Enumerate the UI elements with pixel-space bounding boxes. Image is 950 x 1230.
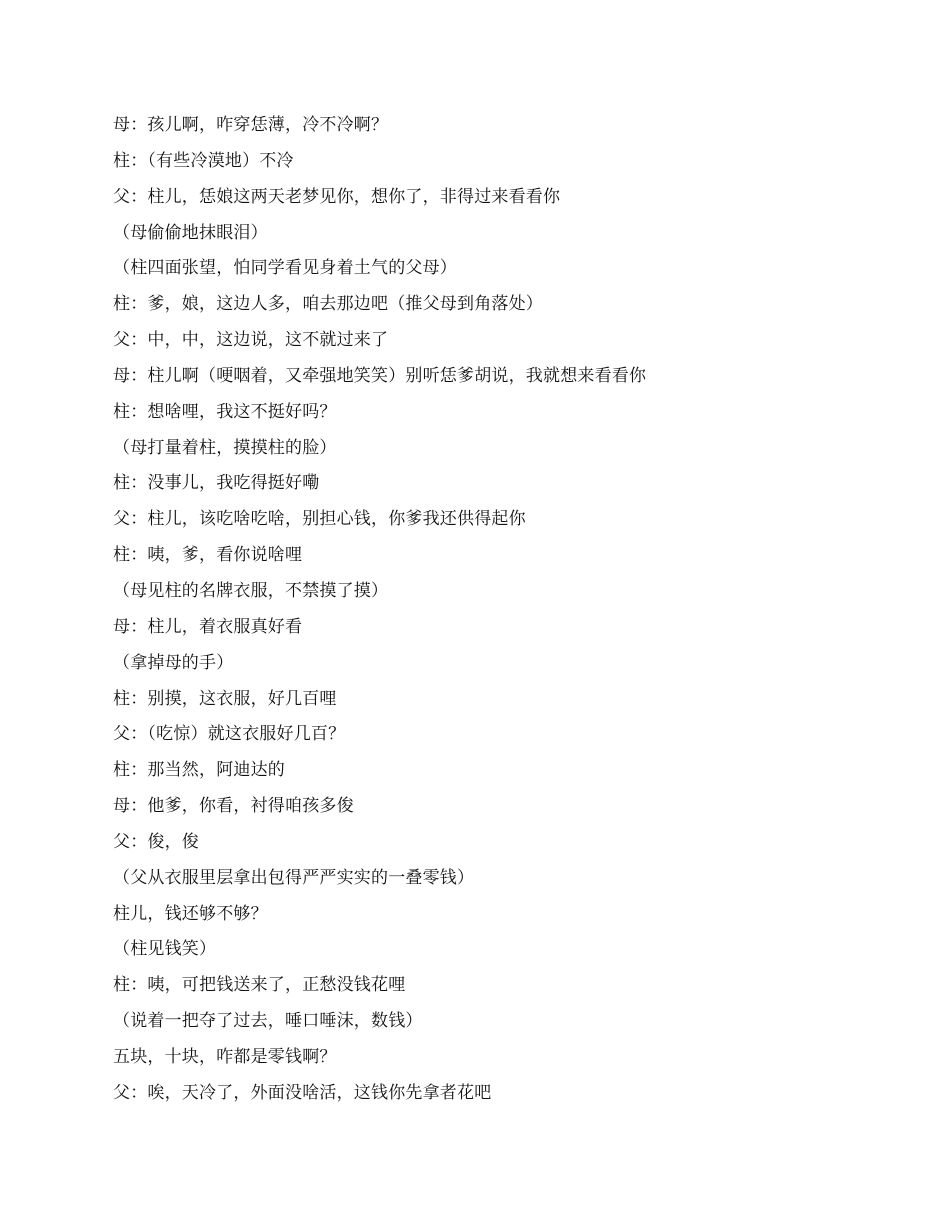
dialogue-line: 柱：爹，娘，这边人多，咱去那边吧（推父母到角落处） xyxy=(113,294,543,315)
dialogue-line: 父：中，中，这边说，这不就过来了 xyxy=(113,330,389,351)
dialogue-line: 父：唉，天冷了，外面没啥活，这钱你先拿者花吧 xyxy=(113,1082,492,1103)
dialogue-line: 柱儿，钱还够不够？ xyxy=(113,903,268,924)
dialogue-line: 柱：想啥哩，我这不挺好吗？ xyxy=(113,401,337,422)
dialogue-line: 母：他爹，你看，衬得咱孩多俊 xyxy=(113,796,354,817)
dialogue-line: 父：柱儿，恁娘这两天老梦见你，想你了，非得过来看看你 xyxy=(113,186,561,207)
dialogue-line: 母：孩儿啊，咋穿恁薄，冷不冷啊？ xyxy=(113,115,389,135)
stage-direction: （拿掉母的手） xyxy=(113,652,234,673)
dialogue-line: 柱：咦，可把钱送来了，正愁没钱花哩 xyxy=(113,975,406,996)
dialogue-line: 柱：别摸，这衣服，好几百哩 xyxy=(113,688,337,709)
dialogue-line: 母：柱儿啊（哽咽着，又牵强地笑笑）别听恁爹胡说，我就想来看看你 xyxy=(113,365,647,386)
dialogue-line: 柱：那当然，阿迪达的 xyxy=(113,760,285,781)
stage-direction: （母偷偷地抹眼泪） xyxy=(113,222,268,243)
stage-direction: （柱四面张望，怕同学看见身着土气的父母） xyxy=(113,258,457,279)
stage-direction: （母打量着柱，摸摸柱的脸） xyxy=(113,437,337,458)
dialogue-line: 柱：咦，爹，看你说啥哩 xyxy=(113,545,303,566)
dialogue-line: 父：柱儿，该吃啥吃啥，别担心钱，你爹我还供得起你 xyxy=(113,509,526,530)
dialogue-line: 父：俊，俊 xyxy=(113,831,199,852)
script-dialogue xyxy=(113,108,893,1112)
dialogue-line: 柱：没事儿，我吃得挺好嘞 xyxy=(113,473,320,494)
stage-direction: （父从衣服里层拿出包得严严实实的一叠零钱） xyxy=(113,867,475,888)
dialogue-line: 柱：（有些冷漠地）不冷 xyxy=(113,150,294,171)
dialogue-line: 父：（吃惊）就这衣服好几百？ xyxy=(113,724,346,745)
stage-direction: （说着一把夺了过去，唾口唾沫，数钱） xyxy=(113,1011,423,1032)
dialogue-line: 母：柱儿，着衣服真好看 xyxy=(113,616,303,637)
dialogue-line: 五块，十块，咋都是零钱啊？ xyxy=(113,1046,337,1067)
stage-direction: （母见柱的名牌衣服，不禁摸了摸） xyxy=(113,580,389,601)
stage-direction: （柱见钱笑） xyxy=(113,939,217,960)
